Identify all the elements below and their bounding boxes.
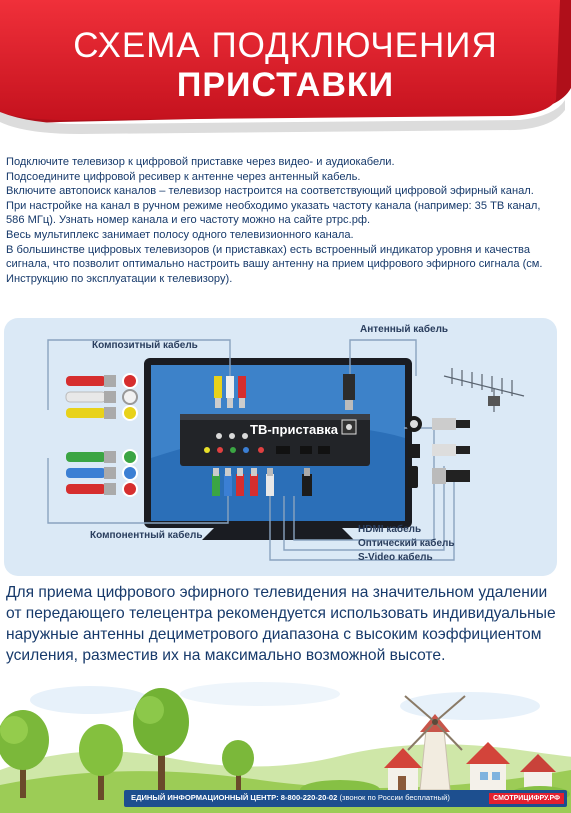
antenna-plug bbox=[343, 374, 355, 400]
title-line-1: СХЕМА ПОДКЛЮЧЕНИЯ bbox=[73, 26, 498, 65]
title-line-2: ПРИСТАВКИ bbox=[176, 66, 395, 104]
set-top-box-label: ТВ-приставка bbox=[250, 422, 338, 437]
antenna bbox=[444, 368, 524, 412]
antenna-cable-label: Антенный кабель bbox=[360, 324, 449, 335]
optical-cable-label: Оптический кабель bbox=[358, 538, 455, 549]
hdmi-cable-label: HDMI кабель bbox=[358, 524, 422, 535]
intro-line: Весь мультиплекс занимает полосу одного телевизионного канала. bbox=[6, 228, 354, 241]
right-connectors bbox=[406, 416, 470, 488]
footer-info bbox=[131, 793, 450, 802]
smotritsifru-logo: СМОТРИЦИФРУ.РФ bbox=[489, 793, 564, 804]
composite-cable-label: Композитный кабель bbox=[92, 340, 198, 351]
diagram-illustration bbox=[4, 318, 557, 576]
intro-line: В большинстве цифровых телевизоров (и приставках) есть встроенный индикатор уровня и качества сигнала, что позволит оптимально настроить вашу антенну на прием цифрового эфирного сигнала (см. Инструкцию по эксплуатации к телевизору). bbox=[6, 243, 543, 285]
left-composite-cables bbox=[66, 374, 137, 420]
intro-line: Включите автопоиск каналов – телевизор настроится на соответствующий цифровой эфирный канал. bbox=[6, 185, 534, 198]
tv-stand bbox=[202, 528, 354, 540]
left-component-cables bbox=[66, 450, 137, 496]
intro-text bbox=[6, 155, 561, 286]
info-center-label: ЕДИНЫЙ ИНФОРМАЦИОННЫЙ ЦЕНТР: 8-800-220-20-02 bbox=[131, 793, 338, 802]
composite-plugs-top bbox=[214, 376, 246, 408]
header-banner bbox=[0, 0, 571, 150]
component-cable-label: Компонентный кабель bbox=[90, 530, 203, 541]
footer-bar bbox=[124, 790, 567, 807]
svideo-cable-label: S-Video кабель bbox=[358, 552, 433, 563]
connection-diagram bbox=[4, 318, 557, 576]
intro-line: При настройке на канал в ручном режиме необходимо указать частоту канала (например: 35 ТВ канал, 586 МГц). Узнать номер канала и его частоту можно на сайте ртрс.рф. bbox=[6, 199, 541, 227]
intro-line: Подсоедините цифровой ресивер к антенне через антенный кабель. bbox=[6, 170, 361, 183]
recommendation-text: Для приема цифрового эфирного телевидения на значительном удалении от передающего телецентра рекомендуется использовать индивидуальные наружные антенны дециметрового диапазона с высоким коэффициентом усиления, разместив их на максимально возможной высоте. bbox=[6, 584, 556, 664]
info-center-note: (звонок по России бесплатный) bbox=[339, 793, 450, 802]
intro-line: Подключите телевизор к цифровой приставке через видео- и аудиокабели. bbox=[6, 156, 395, 168]
